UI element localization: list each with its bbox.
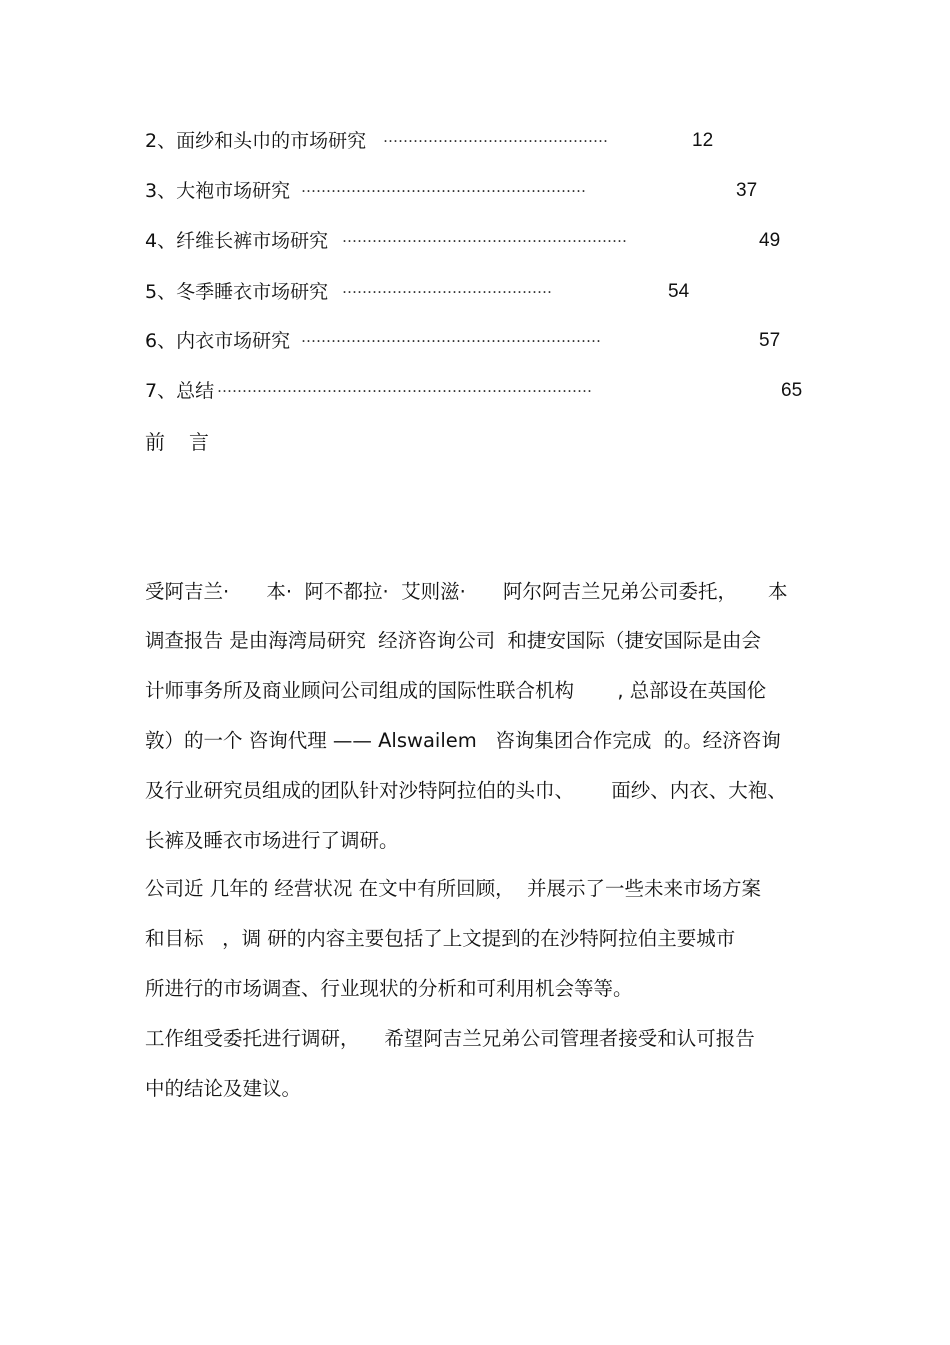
toc-page-number: 65 bbox=[781, 380, 803, 401]
toc-entry bbox=[145, 376, 825, 406]
paragraph-line: 计师事务所及商业顾问公司组成的国际性联合机构 , 总部设在英国伦 bbox=[145, 679, 767, 702]
toc-entry bbox=[145, 226, 805, 256]
toc-entry-title: 5、冬季睡衣市场研究 bbox=[145, 281, 329, 303]
toc-leader-dots: ……………………………………… bbox=[383, 128, 608, 146]
paragraph-line: 工作组受委托进行调研， 希望阿吉兰兄弟公司管理者接受和认可报告 bbox=[145, 1027, 755, 1050]
toc-page-number: 54 bbox=[668, 281, 690, 302]
toc-entry-title: 2、面纱和头巾的市场研究 bbox=[145, 130, 367, 152]
toc-page-number: 57 bbox=[759, 330, 781, 351]
paragraph-line: 所进行的市场调查、行业现状的分析和可利用机会等等。 bbox=[145, 977, 633, 1000]
toc-entry-title: 6、内衣市场研究 bbox=[145, 330, 291, 352]
toc-page-number: 49 bbox=[759, 230, 781, 251]
paragraph-line: 敦）的一个 咨询代理 —— Alswailem 咨询集团合作完成 的。经济咨询 bbox=[145, 729, 781, 752]
paragraph-line: 调查报告 是由海湾局研究 经济咨询公司 和捷安国际（捷安国际是由会 bbox=[145, 629, 761, 652]
toc-leader-dots: …………………………………… bbox=[342, 279, 552, 297]
toc-entry bbox=[145, 326, 805, 356]
toc-entry-title: 4、纤维长裤市场研究 bbox=[145, 230, 329, 252]
section-heading: 前言 bbox=[145, 430, 233, 454]
toc-leader-dots: ………………………………………………… bbox=[342, 228, 627, 246]
toc-leader-dots: ………………………………………………… bbox=[301, 178, 586, 196]
toc-entry-title: 3、大袍市场研究 bbox=[145, 180, 291, 202]
toc-page-number: 37 bbox=[736, 180, 758, 201]
toc-leader-dots: …………………………………………………… bbox=[301, 328, 601, 346]
paragraph-line: 公司近 几年的 经营状况 在文中有所回顾， 并展示了一些未来市场方案 bbox=[145, 877, 761, 900]
paragraph-line: 中的结论及建议。 bbox=[145, 1077, 302, 1100]
paragraph-line: 受阿吉兰· 本· 阿不都拉· 艾则滋· 阿尔阿吉兰兄弟公司委托， 本 bbox=[145, 580, 788, 603]
toc-leader-dots: ………………………………………………………………… bbox=[217, 378, 592, 396]
paragraph-line: 长裤及睡衣市场进行了调研。 bbox=[145, 829, 399, 852]
toc-entry bbox=[145, 126, 745, 156]
toc-page-number: 12 bbox=[692, 130, 714, 151]
paragraph-line: 及行业研究员组成的团队针对沙特阿拉伯的头巾、 面纱、内衣、大袍、 bbox=[145, 779, 787, 802]
paragraph-line: 和目标 ，调 研的内容主要包括了上文提到的在沙特阿拉伯主要城市 bbox=[145, 927, 736, 950]
toc-entry bbox=[145, 277, 705, 307]
toc-entry bbox=[145, 176, 785, 206]
toc-entry-title: 7、总结 bbox=[145, 380, 215, 402]
